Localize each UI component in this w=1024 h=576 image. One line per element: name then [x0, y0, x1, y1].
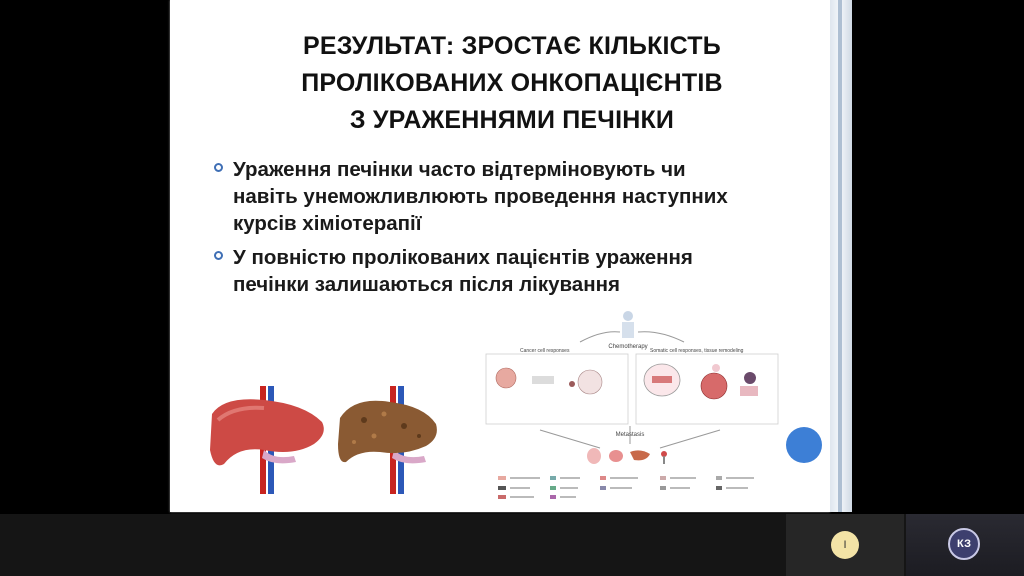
organ-icons [587, 448, 667, 464]
diagram-bottom-label: Metastasis [615, 432, 645, 438]
title-line: ПРОЛІКОВАНИХ ОНКОПАЦІЄНТІВ [301, 69, 723, 97]
bullet-ring-icon [214, 163, 223, 172]
slide-title [170, 28, 854, 139]
slide-decoration-circle [786, 427, 822, 463]
participant-avatar[interactable]: І [831, 531, 859, 559]
diagram-left-panel-label: Cancer cell responses [520, 348, 570, 354]
bullet-ring-icon [214, 251, 223, 260]
diseased-liver-image [338, 386, 437, 494]
diagram-top-label: Chemotherapy [608, 344, 648, 350]
bullet-line: Ураження печінки часто відтерміновують чи [233, 158, 686, 181]
chemotherapy-diagram [480, 302, 784, 504]
healthy-liver-image [210, 386, 324, 494]
title-line: З УРАЖЕННЯМИ ПЕЧІНКИ [349, 106, 675, 134]
bullet-item [214, 156, 814, 237]
bullet-line: навіть унеможливлюють проведення наступних [233, 185, 728, 208]
liver-illustrations [204, 380, 454, 495]
cancer-cell-image [496, 368, 602, 394]
bullet-line: У повністю пролікованих пацієнтів ураження [233, 246, 693, 269]
doctor-icon [622, 311, 634, 338]
participant-avatar[interactable]: КЗ [948, 528, 980, 560]
bullet-line: курсів хіміотерапії [233, 212, 422, 235]
diagram-legend [498, 476, 754, 499]
bullet-item [214, 244, 814, 298]
bullet-line: печінки залишаються після лікування [233, 273, 620, 296]
diagram-right-panel-label: Somatic cell responses, tissue remodeling [650, 348, 744, 354]
somatic-cell-image [644, 364, 758, 399]
title-line: РЕЗУЛЬТАТ: ЗРОСТАЄ КІЛЬКІСТЬ [303, 32, 721, 60]
